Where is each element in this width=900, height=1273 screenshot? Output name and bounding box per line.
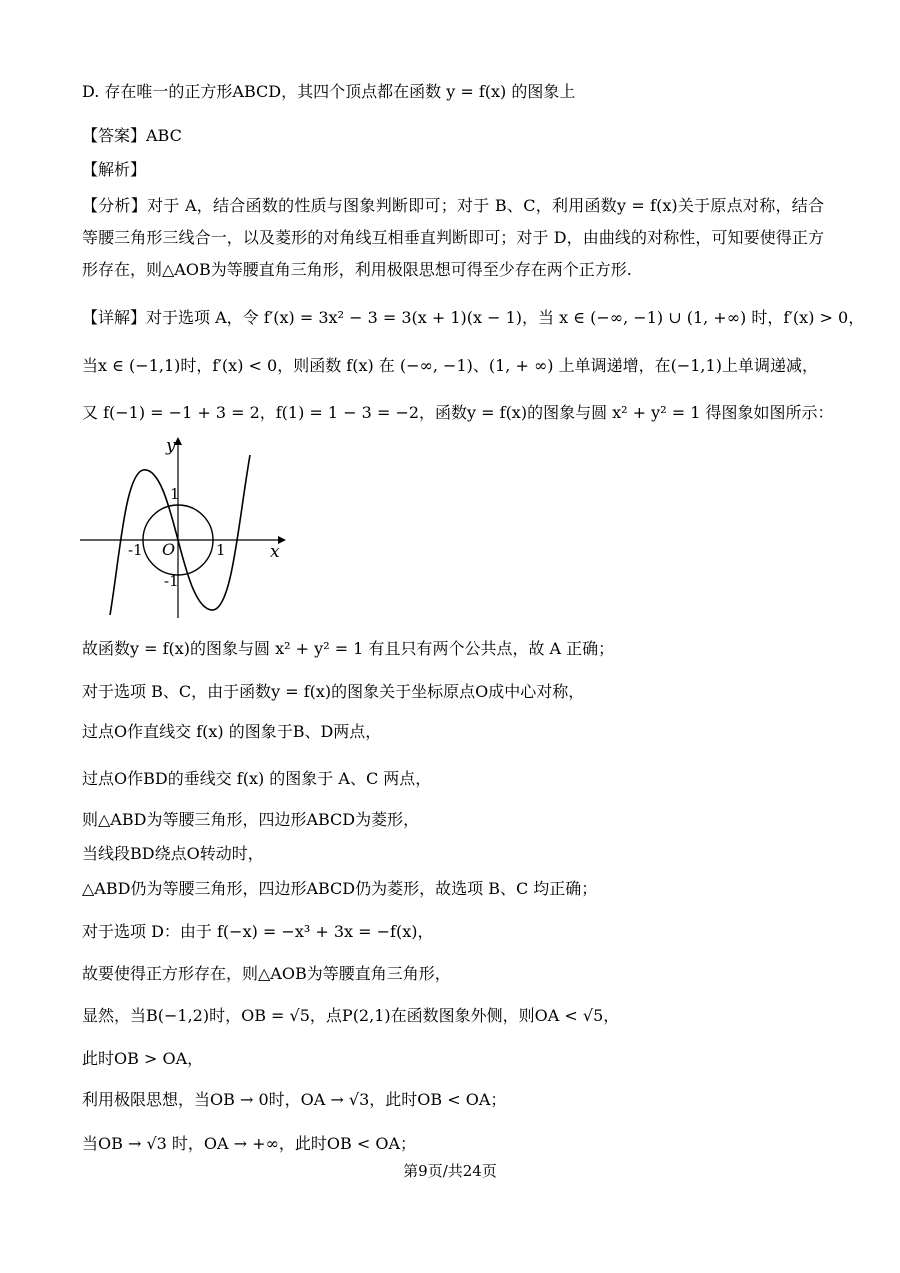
- tick-y-pos: 1: [170, 485, 180, 503]
- tick-x-neg: -1: [128, 541, 143, 559]
- detail-line-3: 又 f(−1) = −1 + 3 = 2，f(1) = 1 − 3 = −2，函数y = f(x)的图象与圆 x² + y² = 1 得图象如图所示：: [82, 403, 834, 422]
- answer-line-9: 故要使得正方形存在，则△AOB为等腰直角三角形，: [82, 964, 451, 983]
- analysis-paragraph: 【分析】对于 A，结合函数的性质与图象判断即可；对于 B、C，利用函数y = f(x)关于原点对称，结合等腰三角形三线合一，以及菱形的对角线互相垂直判断即可；对于 D，由曲线的对称性，可知要使得正方形存在，则△AOB为等腰直角三角形，利用极限思想可得至少存在两个正方形.: [82, 196, 824, 279]
- cubic-curve: [110, 455, 250, 615]
- answer-line-2: 对于选项 B、C，由于函数y = f(x)的图象关于坐标原点O成中心对称，: [82, 682, 585, 701]
- answer-line-11: 此时OB > OA，: [82, 1049, 204, 1068]
- detail-line-2: 当x ∈ (−1,1)时，f′(x) < 0，则函数 f(x) 在 (−∞, −1)、(1, + ∞) 上单调递增，在(−1,1)上单调递减，: [82, 356, 818, 375]
- answer-line-13: 当OB → √3 时，OA → +∞，此时OB < OA；: [82, 1134, 417, 1153]
- tick-x-pos: 1: [216, 541, 226, 559]
- detail-line-1: 【详解】对于选项 A，令 f′(x) = 3x² − 3 = 3(x + 1)(x − 1)，当 x ∈ (−∞, −1) ∪ (1, +∞) 时，f′(x) > 0，: [82, 308, 865, 327]
- y-axis-label: y: [166, 436, 176, 456]
- answer-line-1: 故函数y = f(x)的图象与圆 x² + y² = 1 有且只有两个公共点，故 A 正确；: [82, 639, 615, 658]
- x-axis-label: x: [270, 542, 280, 562]
- answer-line-5: 则△ABD为等腰三角形，四边形ABCD为菱形，: [82, 810, 420, 829]
- analysis-heading: 【解析】: [82, 160, 147, 179]
- answer-line-12: 利用极限思想，当OB → 0时，OA → √3，此时OB < OA；: [82, 1090, 507, 1109]
- answer-text: 【答案】ABC: [82, 126, 182, 145]
- function-graph-figure: [80, 435, 300, 620]
- answer-line-3: 过点O作直线交 f(x) 的图象于B、D两点，: [82, 722, 382, 741]
- origin-label: O: [162, 540, 176, 559]
- page-footer: 第9页/共24页: [403, 1162, 497, 1180]
- tick-y-neg: -1: [164, 572, 179, 590]
- answer-line-7: △ABD仍为等腰三角形，四边形ABCD仍为菱形，故选项 B、C 均正确；: [82, 879, 598, 898]
- answer-line-4: 过点O作BD的垂线交 f(x) 的图象于 A、C 两点，: [82, 769, 432, 788]
- answer-line-6: 当线段BD绕点O转动时，: [82, 844, 264, 863]
- answer-line-10: 显然，当B(−1,2)时，OB = √5，点P(2,1)在函数图象外侧，则OA < √5，: [82, 1006, 620, 1025]
- option-d-text: D. 存在唯一的正方形ABCD，其四个顶点都在函数 y = f(x) 的图象上: [82, 82, 576, 101]
- answer-line-8: 对于选项 D：由于 f(−x) = −x³ + 3x = −f(x)，: [82, 922, 434, 941]
